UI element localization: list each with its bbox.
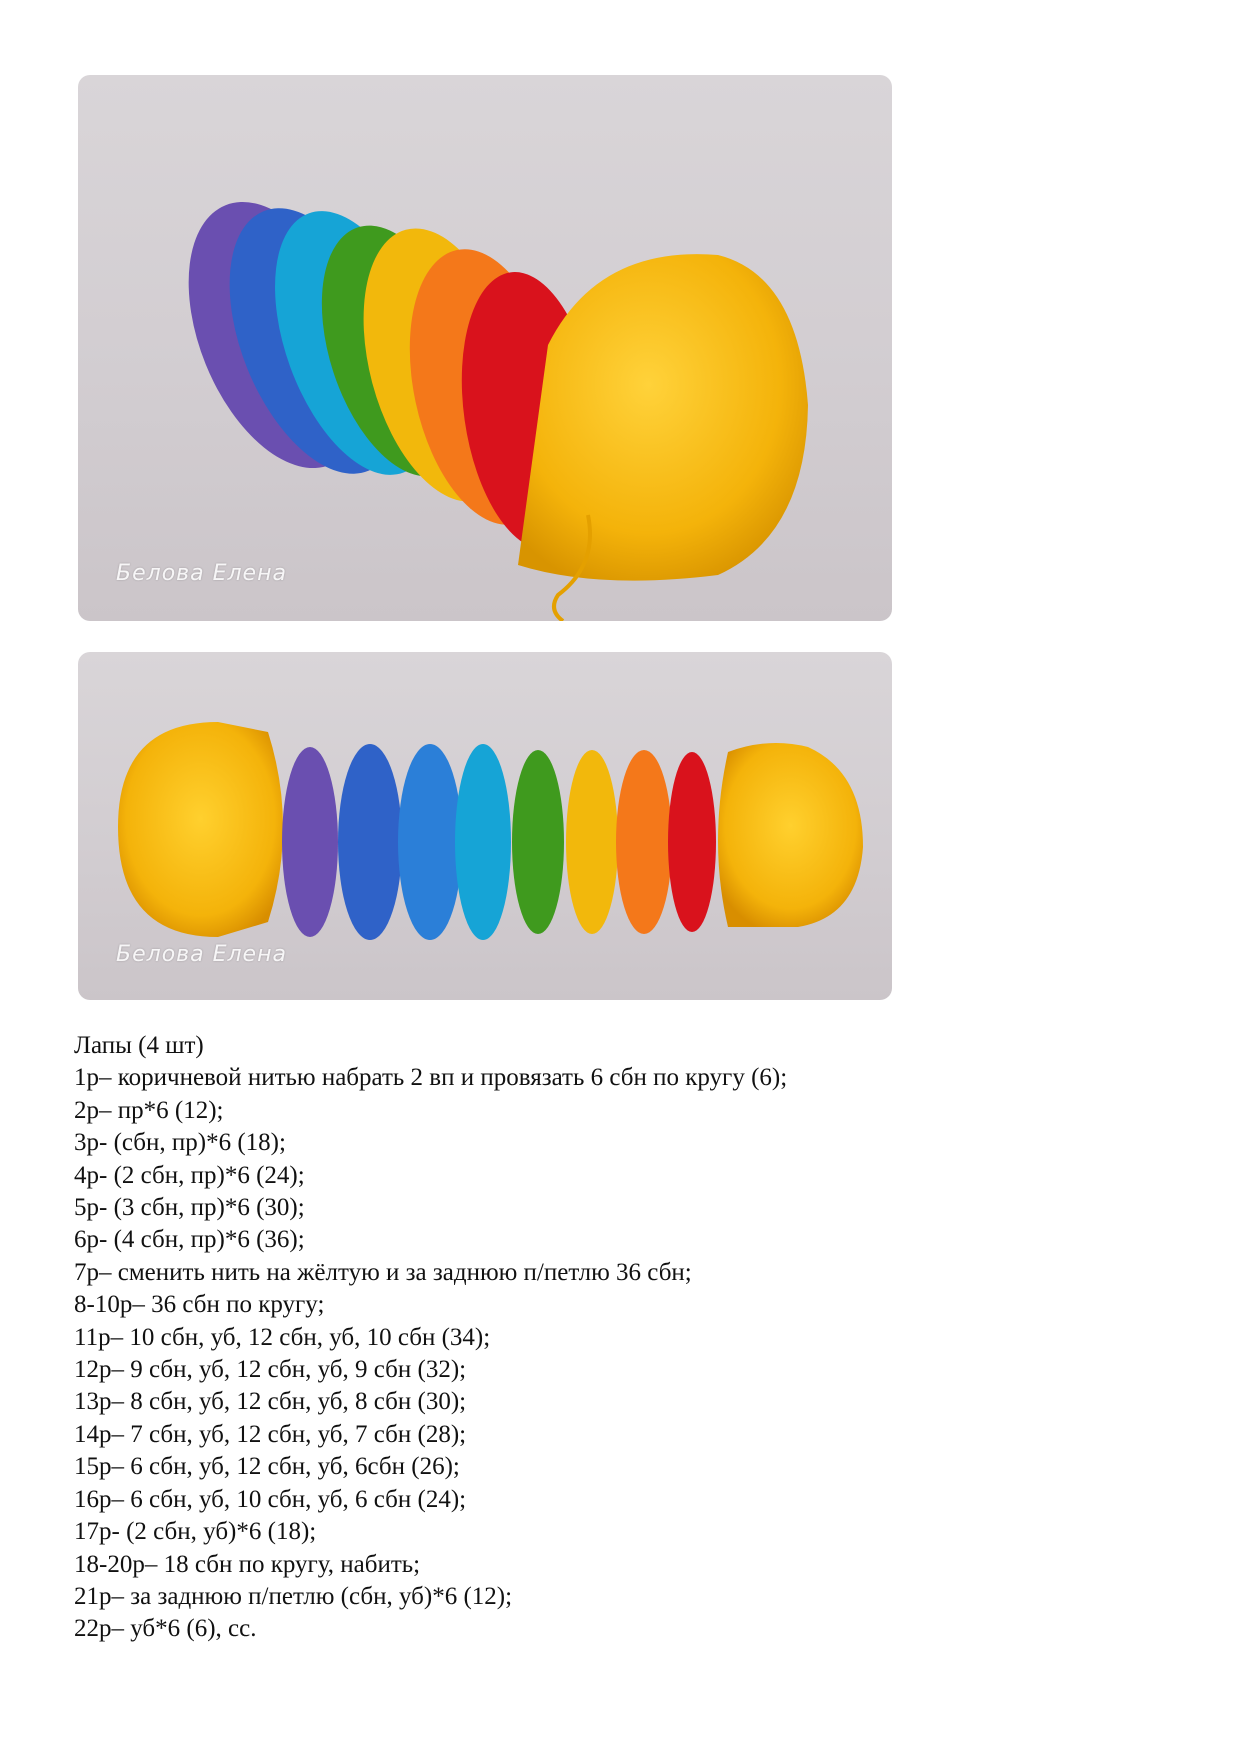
disc-violet <box>282 747 338 937</box>
pattern-row: 18-20р– 18 сбн по кругу, набить; <box>74 1550 421 1578</box>
photo-rainbow-row <box>78 652 892 1000</box>
photo-watermark: Белова Елена <box>116 561 287 586</box>
pattern-row: 22р– уб*6 (6), сс. <box>74 1615 257 1643</box>
pattern-row: 17р- (2 сбн, уб)*6 (18); <box>74 1518 317 1546</box>
pattern-row: 7р– сменить нить на жёлтую и за заднюю п/петлю 36 сбн; <box>74 1258 692 1286</box>
pattern-row: 3р- (сбн, пр)*6 (18); <box>74 1129 286 1157</box>
left-dome <box>118 722 283 937</box>
pattern-row: 11р– 10 сбн, уб, 12 сбн, уб, 10 сбн (34); <box>74 1323 491 1351</box>
disc-blue <box>398 744 462 940</box>
pattern-row: 5р- (3 сбн, пр)*6 (30); <box>74 1194 305 1222</box>
yellow-dome <box>518 254 808 581</box>
right-dome <box>718 743 863 927</box>
pattern-row: 4р- (2 сбн, пр)*6 (24); <box>74 1161 305 1189</box>
pattern-row: 1р– коричневой нитью набрать 2 вп и провязать 6 сбн по кругу (6); <box>74 1064 788 1092</box>
pattern-row: 14р– 7 сбн, уб, 12 сбн, уб, 7 сбн (28); <box>74 1420 467 1448</box>
pattern-row: 16р– 6 сбн, уб, 10 сбн, уб, 6 сбн (24); <box>74 1485 467 1513</box>
disc-cyan <box>455 744 511 940</box>
pattern-row: 2р– пр*6 (12); <box>74 1096 224 1124</box>
disc-red <box>668 752 716 932</box>
pattern-row: 21р– за заднюю п/петлю (сбн, уб)*6 (12); <box>74 1582 513 1610</box>
pattern-title: Лапы (4 шт) <box>74 1032 204 1059</box>
pattern-row: 12р– 9 сбн, уб, 12 сбн, уб, 9 сбн (32); <box>74 1356 467 1384</box>
disc-yellow <box>566 750 618 934</box>
pattern-instructions <box>74 1030 1074 1646</box>
disc-blue-dark <box>338 744 402 940</box>
photo-watermark: Белова Елена <box>116 942 287 967</box>
pattern-row: 6р- (4 сбн, пр)*6 (36); <box>74 1226 305 1254</box>
pattern-row: 15р– 6 сбн, уб, 12 сбн, уб, 6сбн (26); <box>74 1453 460 1481</box>
disc-green <box>512 750 564 934</box>
pattern-row: 8-10р– 36 сбн по кругу; <box>74 1291 325 1319</box>
pattern-row: 13р– 8 сбн, уб, 12 сбн, уб, 8 сбн (30); <box>74 1388 467 1416</box>
photo-rainbow-stack <box>78 75 892 621</box>
disc-orange <box>616 750 672 934</box>
rainbow-stack-illustration <box>78 75 892 621</box>
